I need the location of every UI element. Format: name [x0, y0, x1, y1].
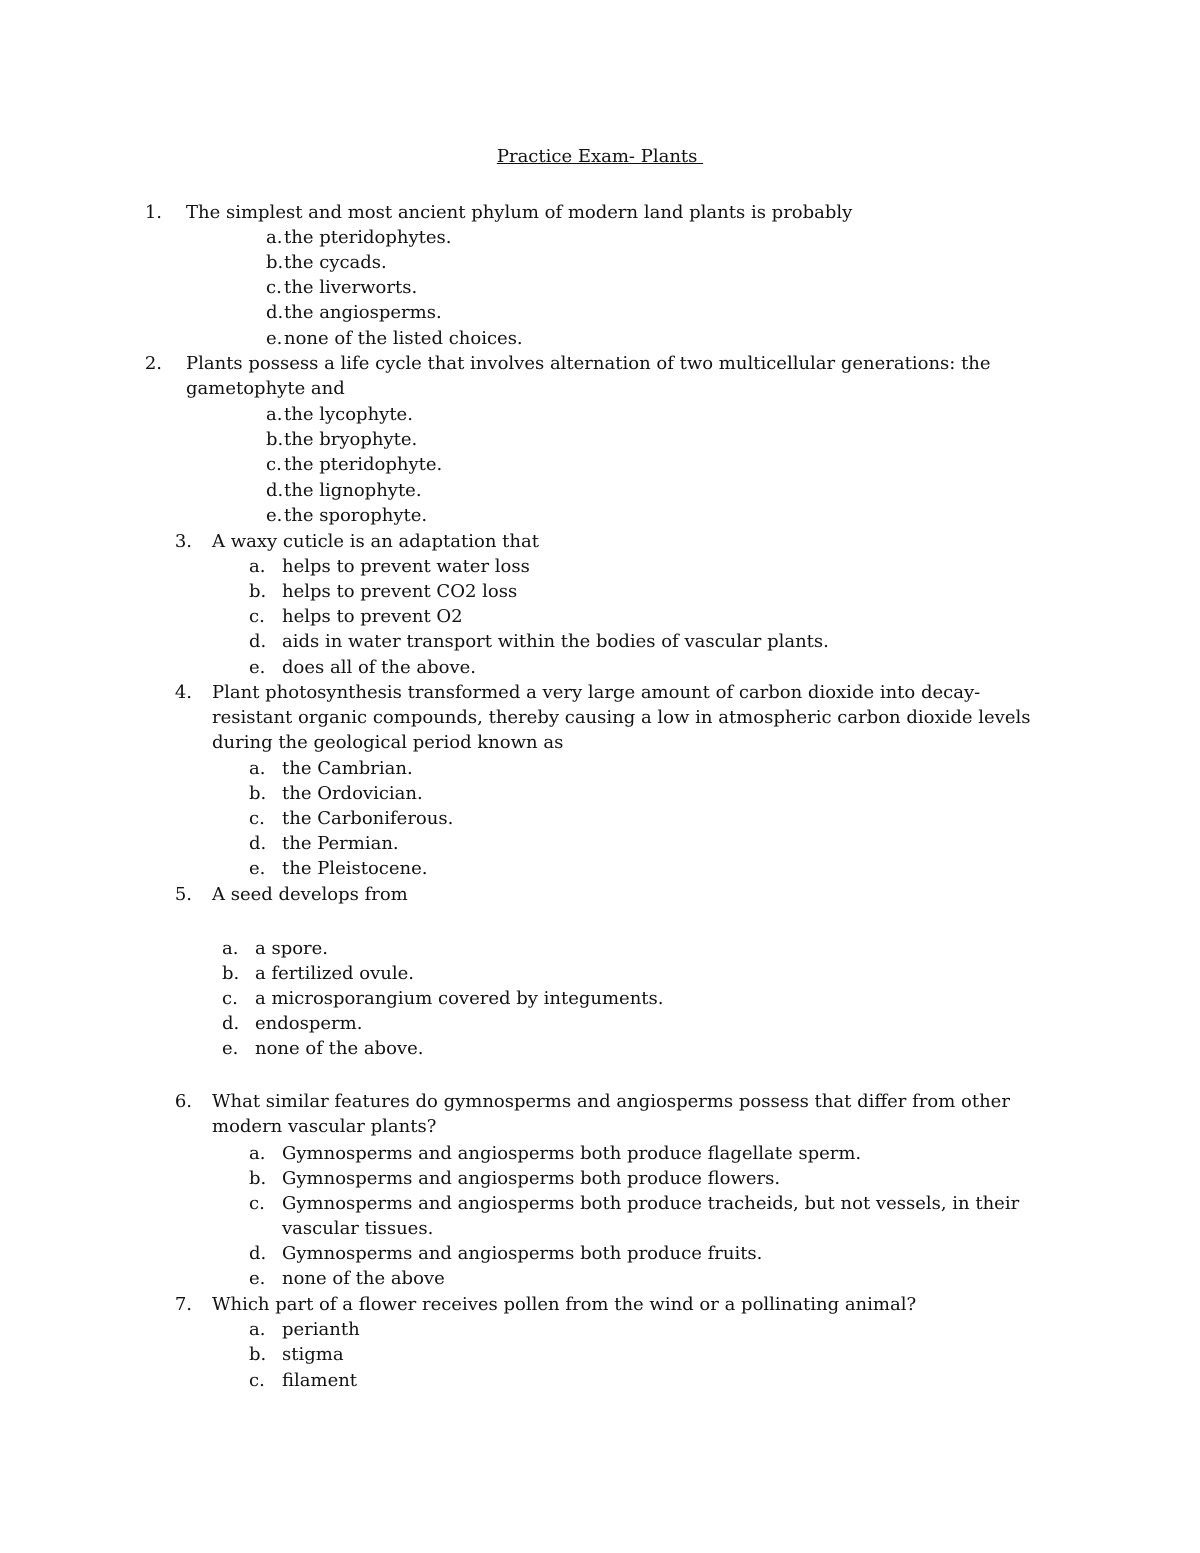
option-text: the pteridophyte.	[284, 454, 443, 475]
option-label: a.	[249, 758, 266, 779]
option-text: the angiosperms.	[284, 302, 442, 323]
question-number: 6.	[174, 1091, 192, 1112]
option-text: the bryophyte.	[284, 429, 418, 450]
question-number: 5.	[174, 884, 192, 905]
option-label: b.	[249, 1168, 267, 1189]
question-text: Plant photosynthesis transformed a very large amount of carbon dioxide into decay-	[212, 682, 981, 703]
option-label: e.	[249, 657, 266, 678]
option-text: a fertilized ovule.	[255, 963, 414, 984]
option-label: d.	[266, 480, 284, 501]
option-text: helps to prevent CO2 loss	[282, 581, 518, 602]
option-text: none of the listed choices.	[284, 328, 523, 349]
question-text: resistant organic compounds, thereby causing a low in atmospheric carbon dioxide levels	[212, 707, 1031, 728]
option-label: c.	[222, 988, 238, 1009]
option-text: endosperm.	[255, 1013, 363, 1034]
option-text: Gymnosperms and angiosperms both produce flowers.	[282, 1168, 781, 1189]
question-text: Which part of a flower receives pollen from the wind or a pollinating animal?	[212, 1294, 917, 1315]
option-label: a.	[249, 1319, 266, 1340]
option-text: stigma	[282, 1344, 344, 1365]
option-label: c.	[249, 1193, 265, 1214]
option-text: none of the above.	[255, 1038, 424, 1059]
question-text: A waxy cuticle is an adaptation that	[212, 531, 539, 552]
option-label: a.	[266, 227, 283, 248]
question-number: 2.	[144, 353, 162, 374]
option-text: helps to prevent O2	[282, 606, 463, 627]
option-text: the Cambrian.	[282, 758, 413, 779]
option-text: the Ordovician.	[282, 783, 423, 804]
option-label: b.	[249, 581, 267, 602]
option-label: e.	[249, 1268, 266, 1289]
question-text: during the geological period known as	[212, 732, 564, 753]
question-text: modern vascular plants?	[212, 1116, 437, 1137]
option-label: e.	[266, 505, 283, 526]
option-label: e.	[266, 328, 283, 349]
option-text: the sporophyte.	[284, 505, 428, 526]
option-label: a.	[222, 938, 239, 959]
option-label: d.	[249, 631, 267, 652]
option-text: the lignophyte.	[284, 480, 422, 501]
option-label: e.	[222, 1038, 239, 1059]
question-text: A seed develops from	[212, 884, 408, 905]
option-label: c.	[249, 606, 265, 627]
option-text: Gymnosperms and angiosperms both produce fruits.	[282, 1243, 763, 1264]
question-text: The simplest and most ancient phylum of modern land plants is probably	[186, 202, 853, 223]
option-label: c.	[249, 808, 265, 829]
question-number: 3.	[174, 531, 192, 552]
option-text: the pteridophytes.	[284, 227, 452, 248]
option-text-continued: vascular tissues.	[282, 1218, 434, 1239]
option-label: b.	[222, 963, 240, 984]
option-text: none of the above	[282, 1268, 445, 1289]
question-number: 1.	[144, 202, 162, 223]
option-text: perianth	[282, 1319, 360, 1340]
option-label: a.	[249, 1143, 266, 1164]
question-number: 4.	[174, 682, 192, 703]
option-label: d.	[266, 302, 284, 323]
option-label: d.	[222, 1013, 240, 1034]
option-label: c.	[266, 454, 282, 475]
question-number: 7.	[174, 1294, 192, 1315]
option-text: does all of the above.	[282, 657, 476, 678]
option-label: b.	[266, 252, 284, 273]
question-text: gametophyte and	[186, 378, 345, 399]
option-text: the cycads.	[284, 252, 387, 273]
option-label: b.	[249, 783, 267, 804]
option-text: the Permian.	[282, 833, 399, 854]
question-text: Plants possess a life cycle that involves alternation of two multicellular generations: the	[186, 353, 991, 374]
option-text: the lycophyte.	[284, 404, 413, 425]
option-label: d.	[249, 833, 267, 854]
page-title: Practice Exam- Plants	[496, 146, 704, 167]
option-label: a.	[266, 404, 283, 425]
option-label: c.	[249, 1370, 265, 1391]
option-label: b.	[249, 1344, 267, 1365]
option-label: b.	[266, 429, 284, 450]
option-label: e.	[249, 858, 266, 879]
option-text: aids in water transport within the bodies of vascular plants.	[282, 631, 829, 652]
option-label: c.	[266, 277, 282, 298]
option-text: filament	[282, 1370, 358, 1391]
option-label: a.	[249, 556, 266, 577]
option-text: the Pleistocene.	[282, 858, 428, 879]
option-text: a microsporangium covered by integuments.	[255, 988, 664, 1009]
option-text: Gymnosperms and angiosperms both produce tracheids, but not vessels, in their	[282, 1193, 1020, 1214]
option-label: d.	[249, 1243, 267, 1264]
option-text: Gymnosperms and angiosperms both produce flagellate sperm.	[282, 1143, 862, 1164]
option-text: the Carboniferous.	[282, 808, 454, 829]
question-text: What similar features do gymnosperms and angiosperms possess that differ from other	[212, 1091, 1010, 1112]
option-text: helps to prevent water loss	[282, 556, 530, 577]
option-text: a spore.	[255, 938, 329, 959]
option-text: the liverworts.	[284, 277, 418, 298]
